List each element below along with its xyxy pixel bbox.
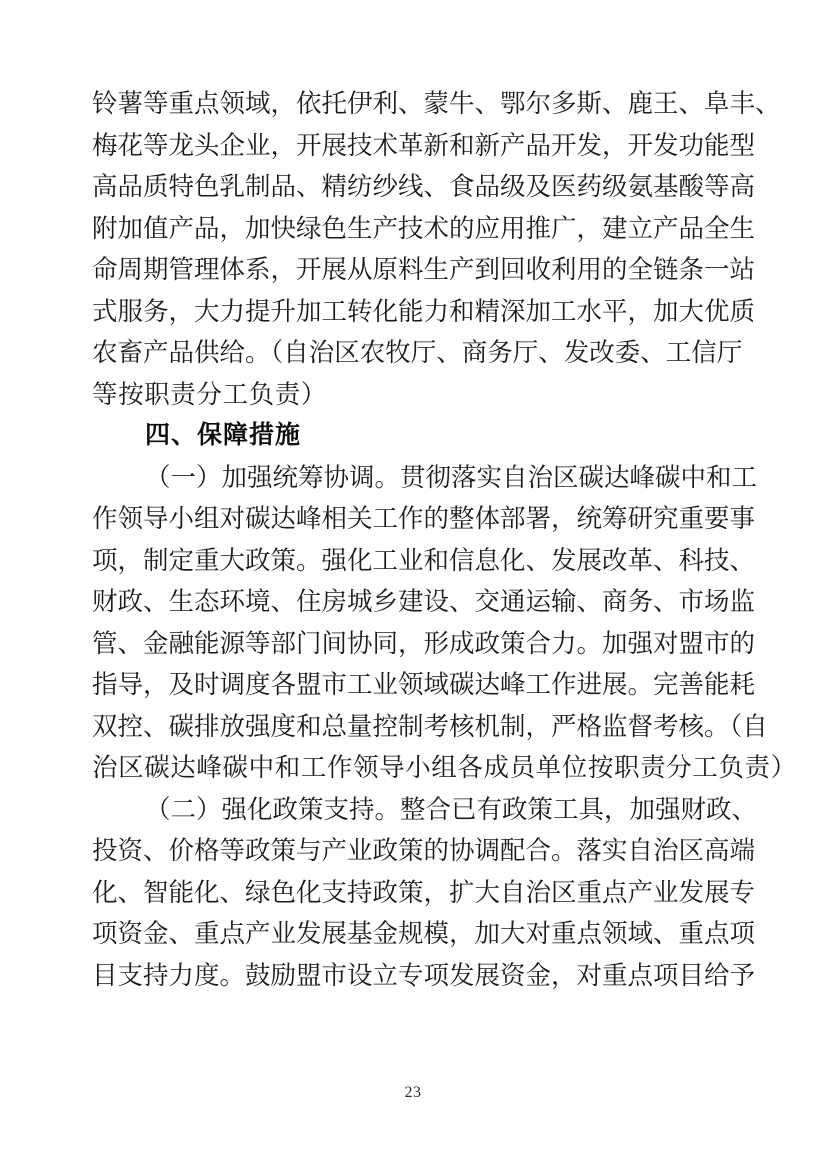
- text-line: [92, 581, 756, 623]
- line-text: 项资金、重点产业发展基金规模，加大对重点领域、重点项: [92, 919, 756, 948]
- text-line: [92, 789, 758, 831]
- text-line: [92, 249, 756, 291]
- line-text: 式服务，大力提升加工转化能力和精深加工水平，加大优质: [92, 296, 756, 326]
- text-line: [92, 332, 743, 374]
- line-text: 管、金融能源等部门间协同，形成政策合力。加强对盟市的: [92, 628, 756, 658]
- line-text: 作领导小组对碳达峰相关工作的整体部署，统筹研究重要事: [92, 504, 756, 533]
- text-line: [92, 540, 756, 582]
- line-text: 财政、生态环境、住房城乡建设、交通运输、商务、市场监: [92, 587, 756, 616]
- line-text: 农畜产品供给。（自治区农牧厅、商务厅、发改委、工信厅: [92, 338, 743, 367]
- text-line: [92, 913, 756, 955]
- text-line: [92, 706, 768, 748]
- section-heading: 四、保障措施: [145, 421, 302, 449]
- strengthen-coordination-paragraph: [92, 457, 797, 789]
- text-line: 等按职责分工负责）: [92, 379, 327, 409]
- text-line: [92, 872, 756, 914]
- line-text: 项，制定重大政策。强化工业和信息化、发展改革、科技、: [92, 545, 756, 575]
- strengthen-policy-support-paragraph: [92, 789, 758, 997]
- text-line: [92, 664, 756, 706]
- page-number: 23: [404, 1084, 422, 1101]
- text-line: 治区碳达峰碳中和工作领导小组各成员单位按职责分工负责）: [92, 753, 797, 782]
- text-line: [92, 623, 756, 665]
- text-line: [92, 125, 756, 167]
- text-line: [92, 830, 756, 872]
- line-text: 高品质特色乳制品、精纺纱线、食品级及医药级氨基酸等高: [92, 172, 756, 201]
- text-line: [92, 291, 756, 333]
- text-line: [92, 457, 758, 499]
- line-text: 目支持力度。鼓励盟市设立专项发展资金，对重点项目给予: [92, 960, 756, 990]
- line-text: 化、智能化、绿色化支持政策，扩大自治区重点产业发展专: [92, 877, 756, 907]
- text-line: [92, 955, 756, 997]
- page-text-body: [92, 83, 797, 996]
- line-text: （二）强化政策支持。整合已有政策工具，加强财政、: [145, 794, 758, 824]
- line-text: 铃薯等重点领域，依托伊利、蒙牛、鄂尔多斯、鹿王、阜丰、: [92, 89, 781, 118]
- text-line: [92, 83, 781, 125]
- line-text: （一）加强统筹协调。贯彻落实自治区碳达峰碳中和工: [145, 462, 758, 492]
- text-line: [92, 166, 756, 208]
- text-line: [92, 498, 756, 540]
- line-text: 指导，及时调度各盟市工业领域碳达峰工作进展。完善能耗: [92, 670, 756, 699]
- line-text: 命周期管理体系，开展从原料生产到回收利用的全链条一站: [92, 255, 756, 284]
- line-text: 双控、碳排放强度和总量控制考核机制，严格监督考核。（自: [92, 711, 768, 741]
- text-line: [92, 208, 756, 250]
- line-text: 附加值产品，加快绿色生产技术的应用推广，建立产品全生: [92, 213, 756, 243]
- agricultural-processing-paragraph: [92, 83, 781, 415]
- line-text: 投资、价格等政策与产业政策的协调配合。落实自治区高端: [92, 836, 756, 865]
- line-text: 梅花等龙头企业，开展技术革新和新产品开发，开发功能型: [92, 130, 756, 160]
